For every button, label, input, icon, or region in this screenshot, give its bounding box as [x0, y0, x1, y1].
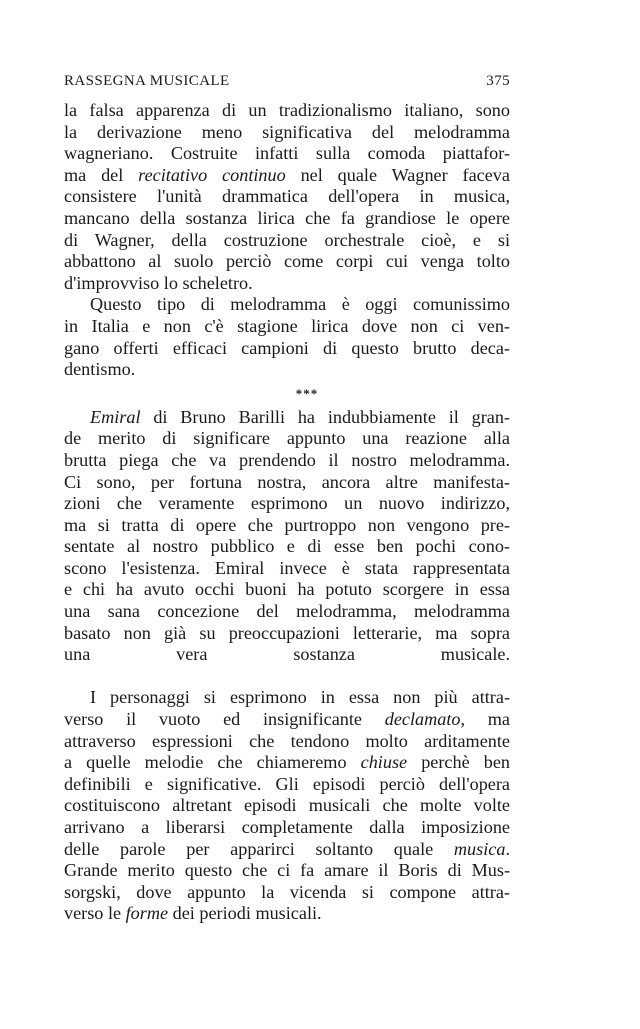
italic-term: musica — [453, 838, 506, 859]
text-line: mancano della sostanza lirica che fa grandiose le opere — [64, 207, 510, 228]
text-line: una sana concezione del melodramma, melodramma — [64, 601, 510, 622]
italic-term: declamato — [384, 709, 461, 730]
section-separator: *** — [295, 385, 319, 401]
text-line: attraverso espressioni che tendono molto arditamente — [64, 730, 510, 751]
text-line: dentismo. — [64, 359, 136, 380]
text-run: . — [505, 838, 510, 859]
text-line: wagneriano. Costruite infatti sulla comoda piattafor- — [64, 143, 510, 164]
text-line: di Wagner, della costruzione orchestrale cioè, e si — [64, 229, 510, 250]
paragraph-1 — [64, 100, 510, 294]
text-line: brutta piega che va prendendo il nostro melodramma. — [64, 449, 510, 470]
page-number: 375 — [486, 73, 510, 89]
text-line: Questo tipo di melodramma è oggi comunissimo — [90, 294, 510, 315]
text-line: abbattono al suolo perciò come corpi cui venga tolto — [64, 251, 510, 272]
text-line — [64, 666, 510, 688]
text-line: definibili e significative. Gli episodi perciò dell'opera — [64, 773, 510, 794]
text-run: perchè ben — [407, 752, 510, 773]
text-line: Grande merito questo che ci fa amare il Boris di Mus- — [64, 860, 510, 881]
text-line: d'improvviso lo scheletro. — [64, 272, 253, 293]
italic-term: forme — [125, 903, 169, 924]
text-line — [64, 407, 510, 429]
text-line — [64, 165, 510, 187]
text-line — [64, 839, 510, 861]
text-line — [64, 709, 510, 731]
text-run: ma del — [64, 164, 139, 185]
italic-term: chiuse — [360, 752, 408, 773]
text-line: la falsa apparenza di un tradizionalismo italiano, sono — [64, 100, 510, 120]
paragraph-3 — [64, 407, 510, 688]
text-line: una vera sostanza musicale. — [64, 644, 510, 665]
text-line: in Italia e non c'è stagione lirica dove non ci ven- — [64, 315, 510, 336]
text-line: costituiscono altretant episodi musicali che molte volte — [64, 795, 510, 816]
text-run: nel quale Wagner faceva — [285, 164, 510, 185]
text-line: la derivazione meno significativa del melodramma — [64, 121, 510, 142]
text-line: de merito di significare appunto una reazione alla — [64, 428, 510, 449]
text-line: ma si tratta di opere che purtroppo non vengono pre- — [64, 514, 510, 535]
paragraph-2 — [64, 294, 510, 380]
running-title: RASSEGNA MUSICALE — [64, 73, 230, 89]
text-line: basato non già su preoccupazioni letterarie, ma sopra — [64, 622, 510, 643]
text-line: consistere l'unità drammatica dell'opera in musica, — [64, 186, 510, 207]
page-body — [64, 100, 510, 925]
text-line: gano offerti efficaci campioni di questo brutto deca- — [64, 337, 510, 358]
text-line — [64, 903, 510, 925]
text-line: e chi ha avuto occhi buoni ha potuto scorgere in essa — [64, 579, 510, 600]
text-line: sorgski, dove appunto la vicenda si compone attra- — [64, 881, 510, 902]
text-run: dei periodi musicali. — [168, 903, 322, 924]
italic-term: recitativo continuo — [138, 164, 286, 185]
text-run: delle parole per apparirci soltanto quale — [64, 838, 454, 859]
text-line: Ci sono, per fortuna nostra, ancora altre manifesta- — [64, 471, 510, 492]
text-run: a quelle melodie che chiameremo — [64, 752, 361, 773]
text-line: I personaggi si esprimono in essa non più attra- — [90, 687, 510, 708]
text-line: sentate al nostro pubblico e di esse ben pochi cono- — [64, 536, 510, 557]
text-line: zioni che veramente esprimono un nuovo indirizzo, — [64, 493, 510, 514]
text-run: verso le — [64, 903, 126, 924]
italic-term: Emiral — [90, 406, 141, 427]
running-head — [64, 73, 510, 95]
text-run: verso il vuoto ed insignificante — [64, 709, 385, 730]
text-line — [64, 752, 510, 774]
text-line: arrivano a liberarsi completamente dalla imposizione — [64, 817, 510, 837]
paragraph-4 — [64, 687, 510, 925]
text-run: , ma — [460, 709, 510, 730]
text-line: scono l'esistenza. Emiral invece è stata rappresentata — [64, 557, 510, 578]
text-run: di Bruno Barilli ha indubbiamente il gran- — [140, 406, 510, 427]
